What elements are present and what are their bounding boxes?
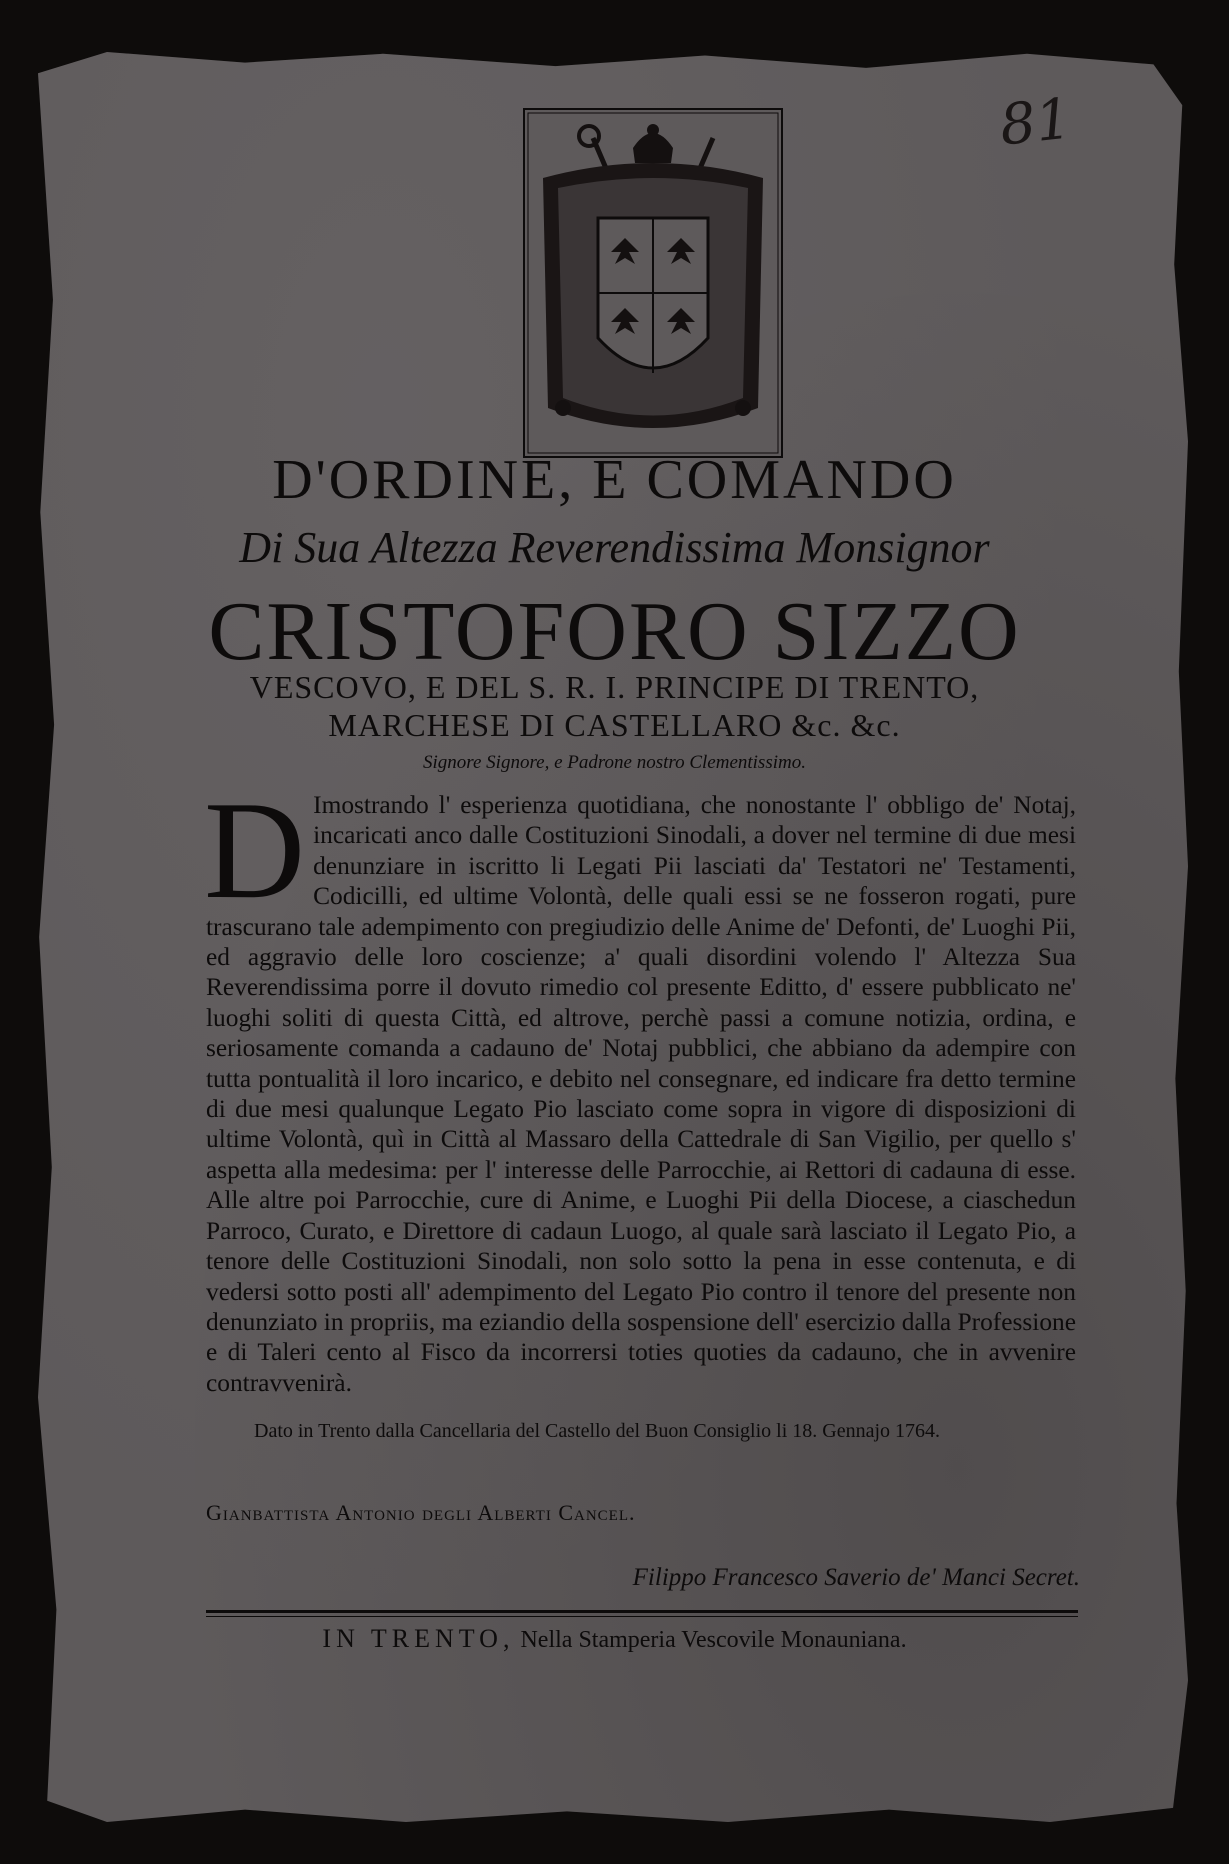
rule-thin — [206, 1616, 1078, 1617]
title-line-offices — [0, 668, 1229, 744]
drop-cap: D — [204, 773, 306, 928]
secretary-signature: Filippo Francesco Saverio de' Manci Secret. — [632, 1564, 1080, 1591]
rule-thick — [206, 1610, 1078, 1613]
title-line-name: CRISTOFORO SIZZO — [208, 585, 1021, 678]
title-line-offices-1: VESCOVO, E DEL S. R. I. PRINCIPE DI TRENTO, — [249, 669, 980, 705]
handwritten-page-number: 81 — [996, 86, 1075, 159]
title-line-honorific: Di Sua Altezza Reverendissima Monsignor — [239, 523, 990, 572]
title-line-order: D'ORDINE, E COMANDO — [272, 449, 957, 511]
imprint — [0, 1624, 1229, 1654]
title-line-address: Signore Signore, e Padrone nostro Clementissimo. — [423, 752, 806, 773]
edict-body — [204, 773, 1076, 1398]
coat-of-arms-woodcut — [523, 108, 783, 458]
imprint-press: Nella Stamperia Vescovile Monauniana. — [520, 1627, 907, 1653]
chancellor-signature: Gianbattista Antonio degli Alberti Cancel. — [206, 1500, 636, 1525]
imprint-city: IN TRENTO, — [322, 1624, 515, 1653]
edict-body-text: Imostrando l' esperienza quotidiana, che nonostante l' obbligo de' Notaj, incaricati anco dalle Costituzioni Sinodali, a dover nel termine di due mesi denunziare in iscritto li Legati Pii lasciati da' Testatori ne' Testamenti, Codicilli, ed ultime Volontà, delle quali essi se ne fosseron rogati, pure trascurano tale adempimento con pregiudizio delle Anime de' Defonti, de' Luoghi Pii, ed aggravio delle loro coscienze; a' quali disordini volendo l' Altezza Sua Reverendissima porre il dovuto rimedio col presente Editto, d' essere pubblicato ne' luoghi soliti di questa Città, ed altrove, perchè passi a comune notizia, ordina, e seriosamente comanda a cadauno de' Notaj pubblici, che abbiano da adempire con tutta pontualità il loro incarico, e debito nel consegnare, ed indicare fra detto termine di due mesi qualunque Legato Pio lasciato come sopra in vigore di disposizioni di ultime Volontà, quì in Città al Massaro della Cattedrale di San Vigilio, per quello s' aspetta alla medesima: per l' interesse delle Parrocchie, ai Rettori di cadauna di esse. Alle altre poi Parrocchie, cure di Anime, e Luoghi Pii della Diocese, a ciaschedun Parroco, Curato, e Direttore di cadaun Luogo, al quale sarà lasciato il Legato Pio, a tenore delle Costituzioni Sinodali, non solo sotto la pena in esse contenuta, e di vedersi sotto posti all' adempimento del Legato Pio contro il tenore del presente non denunziato in propriis, ma eziandio della sospensione dell' esercizio dalla Professione e di Taleri cento al Fisco da incorrersi toties quoties da cadauno, che in avvenire contravvenirà. — [206, 791, 1076, 1397]
title-line-offices-2: MARCHESE DI CASTELLARO &c. &c. — [328, 707, 901, 743]
date-line: Dato in Trento dalla Cancellaria del Castello del Buon Consiglio li 18. Gennajo 1764. — [254, 1420, 941, 1442]
